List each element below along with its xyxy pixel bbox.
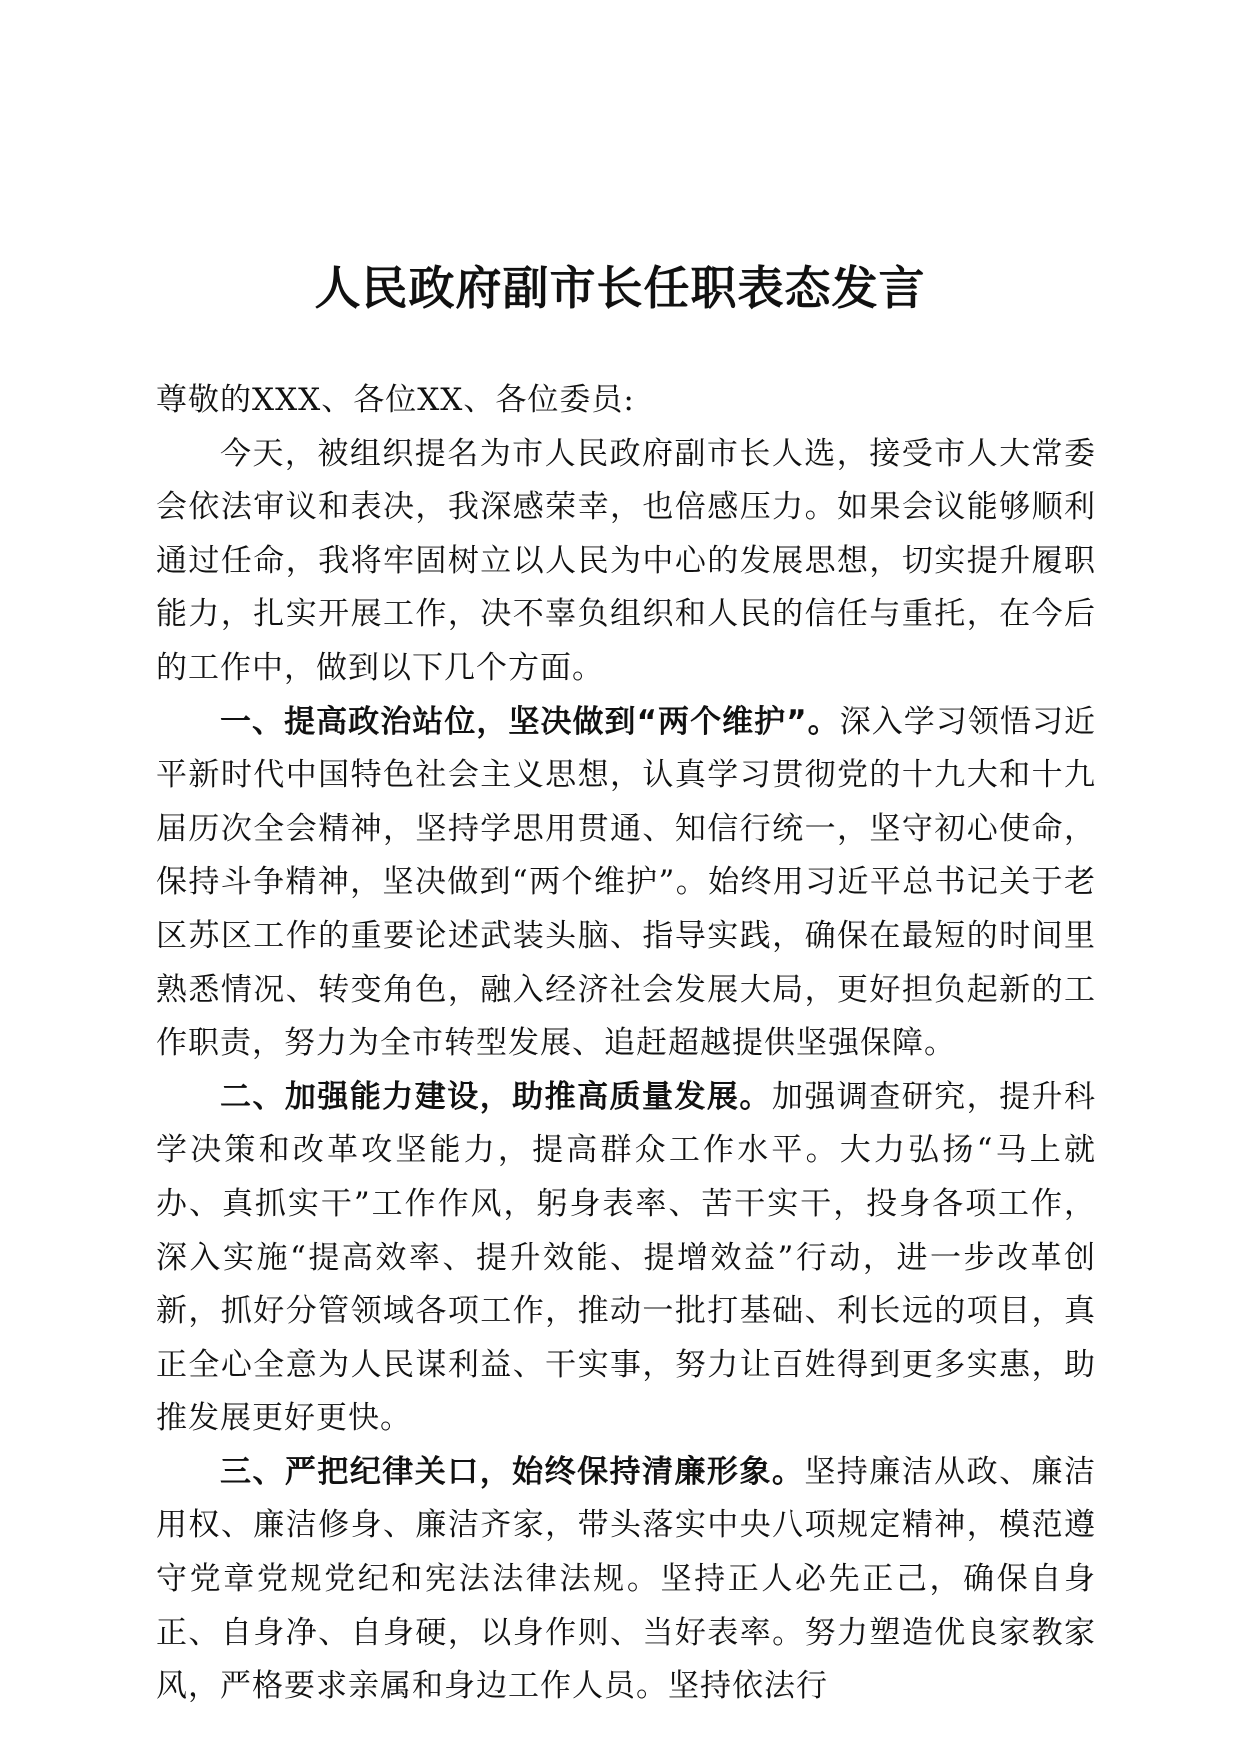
section-heading-1: 一、提高政治站位，坚决做到“两个维护”。 bbox=[220, 703, 840, 740]
section-heading-2: 二、加强能力建设，助推高质量发展。 bbox=[220, 1078, 772, 1115]
section-paragraph-1 bbox=[156, 696, 1096, 1071]
section-text-2: 加强调查研究，提升科学决策和改革攻坚能力，提高群众工作水平。大力弘扬“马上就办、真抓实干”工作作风，躬身表率、苦干实干，投身各项工作，深入实施“提高效率、提升效能、提增效益”行动，进一步改革创新，抓好分管领域各项工作，推动一批打基础、利长远的项目，真正全心全意为人民谋利益、干实事，努力让百姓得到更多实惠，助推发展更好更快。 bbox=[156, 1078, 1097, 1437]
section-paragraph-2 bbox=[156, 1071, 1096, 1446]
intro-paragraph: 今天，被组织提名为市人民政府副市长人选，接受市人大常委会依法审议和表决，我深感荣幸，也倍感压力。如果会议能够顺利通过任命，我将牢固树立以人民为中心的发展思想，切实提升履职能力，扎实开展工作，决不辜负组织和人民的信任与重托，在今后的工作中，做到以下几个方面。 bbox=[156, 435, 1096, 686]
section-text-3: 坚持廉洁从政、廉洁用权、廉洁修身、廉洁齐家，带头落实中央八项规定精神，模范遵守党章党规党纪和宪法法律法规。坚持正人必先正己，确保自身正、自身净、自身硬，以身作则、当好表率。努力塑造优良家教家风，严格要求亲属和身边工作人员。坚持依法行 bbox=[156, 1453, 1097, 1705]
section-paragraph-3 bbox=[156, 1446, 1096, 1714]
salutation: 尊敬的XXX、各位XX、各位委员: bbox=[156, 382, 635, 418]
section-text-1: 深入学习领悟习近平新时代中国特色社会主义思想，认真学习贯彻党的十九大和十九届历次全会精神，坚持学思用贯通、知信行统一，坚守初心使命，保持斗争精神，坚决做到“两个维护”。始终用习近平总书记关于老区苏区工作的重要论述武装头脑、指导实践，确保在最短的时间里熟悉情况、转变角色，融入经济社会发展大局，更好担负起新的工作职责，努力为全市转型发展、追赶超越提供坚强保障。 bbox=[156, 703, 1097, 1062]
document-body bbox=[156, 374, 1096, 1714]
document-title: 人民政府副市长任职表态发言 bbox=[314, 261, 926, 315]
section-heading-3: 三、严把纪律关口，始终保持清廉形象。 bbox=[220, 1453, 805, 1490]
